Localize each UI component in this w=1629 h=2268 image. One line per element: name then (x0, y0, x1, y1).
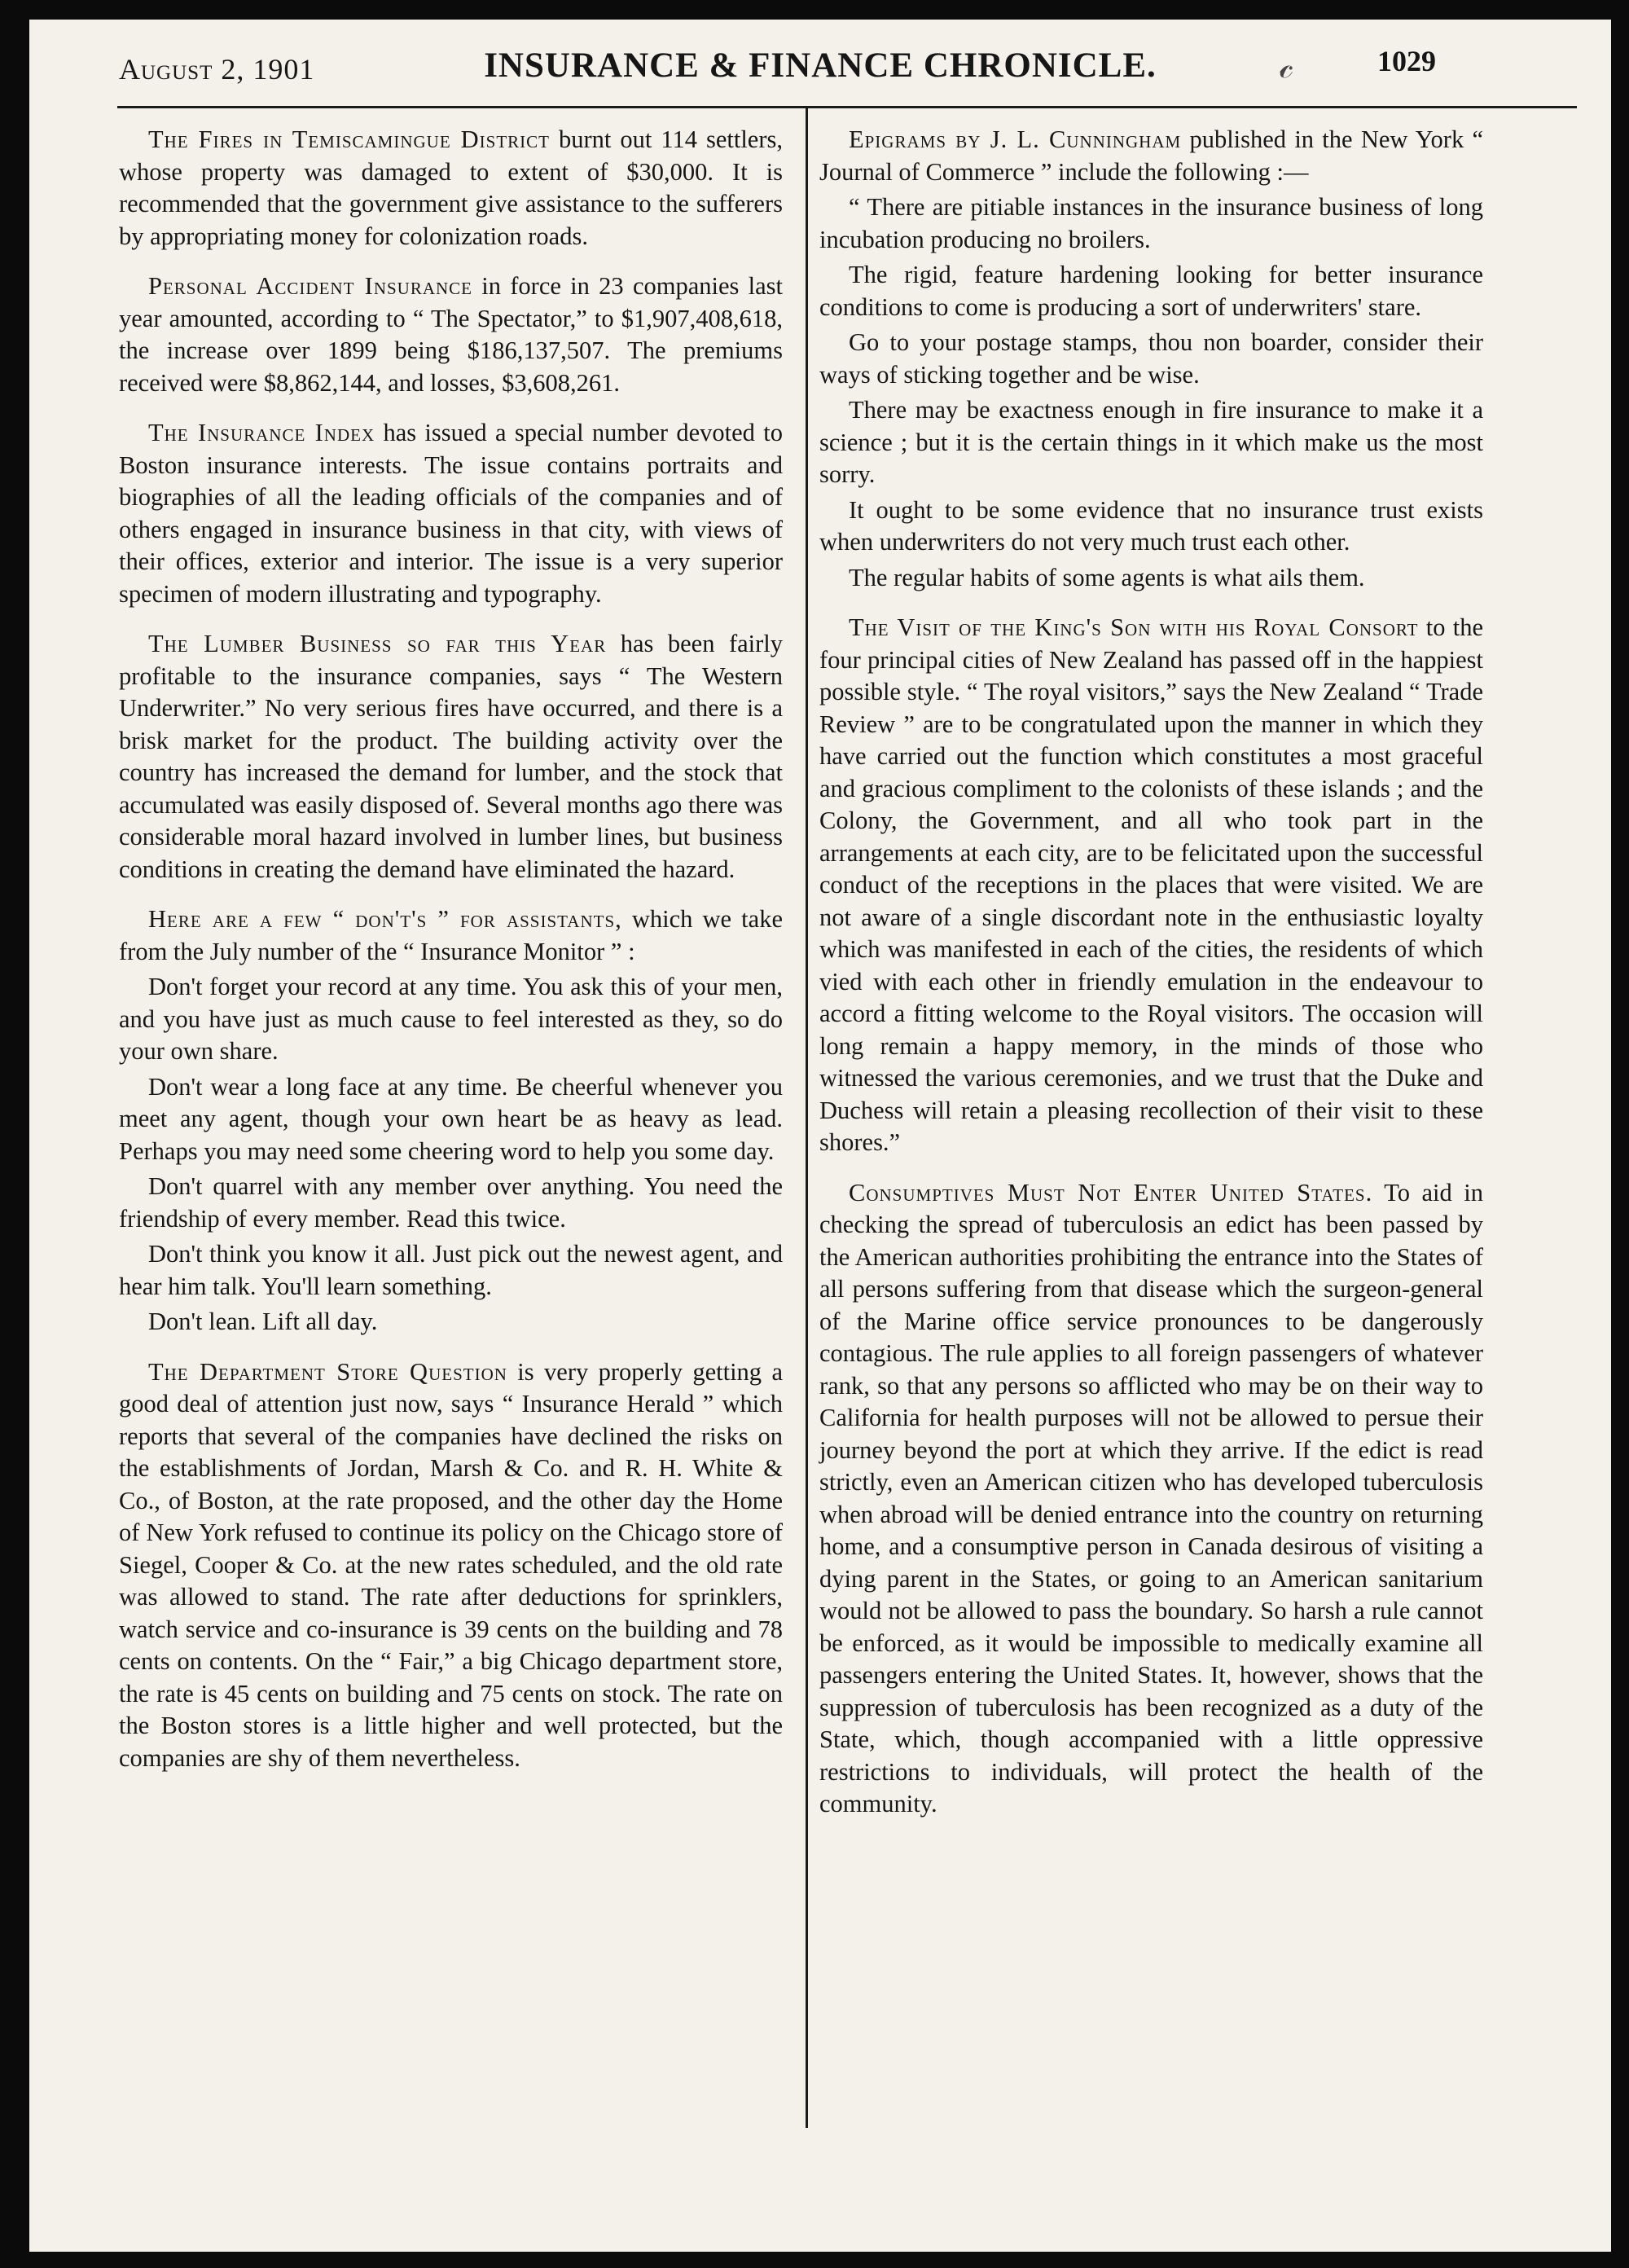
epigram-paragraph (819, 394, 1483, 491)
article-text: To aid in checking the spread of tuberculosis an edict has been passed by the American authorities prohibiting the entrance into the States of all persons suffering from that disease which the surgeon-general of the Marine office service pronounces to be dangerously contagious. The rule applies to all foreign passengers of whatever rank, so that any persons so afflicted who may be on their way to California for health purposes will not be allowed to persue their journey beyond the port at which they arrive. If the edict is read strictly, even an American citizen who has developed tuberculosis when abroad will be denied entrance into the country on returning home, and a consumptive person in Canada desirous of visiting a dying parent in the States, or going to an American sanitarium would not be allowed to pass the boundary. So harsh a rule cannot be enforced, as it would be impossible to medically examine all passengers entering the United States. It, however, shows that the suppression of tuberculosis has been recognized as a duty of the State, which, though accompanied with a little oppressive restrictions to individuals, will protect the health of the community. (819, 1178, 1484, 1817)
dont-paragraph (119, 1306, 783, 1338)
header-rule (117, 106, 1577, 108)
left-column (119, 124, 783, 1774)
article-text: Don't think you know it all. Just pick out the newest agent, and hear him talk. You'll learn something. (119, 1240, 783, 1300)
article-department-store (119, 1356, 783, 1775)
article-text: There may be exactness enough in fire insurance to make it a science ; but it is the certain things in it which make us the most sorry. (819, 396, 1483, 488)
epigram-paragraph (819, 259, 1483, 323)
article-text: which we take from the July number of the “ Insurance Monitor ” : (119, 905, 783, 965)
article-text: has issued a special number devoted to Boston insurance interests. The issue contains portraits and biographies of all the leading officials of the companies and of others engaged in insurance business in that city, with views of their offices, exterior and interior. The issue is a very superior specimen of modern illustrating and typography. (119, 419, 783, 608)
article-text: It ought to be some evidence that no insurance trust exists when underwriters do not very much trust each other. (819, 495, 1483, 556)
article-consumptives (819, 1177, 1483, 1821)
article-fires-temiscamingue (119, 124, 783, 253)
column-divider (806, 108, 808, 2128)
publication-title: INSURANCE & FINANCE CHRONICLE. (484, 46, 1157, 85)
article-insurance-index (119, 417, 783, 610)
article-donts-intro (119, 903, 783, 968)
article-text: The regular habits of some agents is what ails them. (849, 563, 1365, 591)
article-text: Don't forget your record at any time. You ask this of your men, and you have just as much cause to feel interested as they, so do your own share. (119, 973, 783, 1065)
article-text: “ There are pitiable instances in the insurance business of long incubation producing no broilers. (819, 193, 1483, 253)
article-lead: Consumptives Must Not Enter United States. (849, 1178, 1373, 1207)
article-lead: The Lumber Business so far this Year (148, 630, 607, 657)
article-text: Don't wear a long face at any time. Be cheerful whenever you meet any agent, though your own heart be as heavy as lead. Perhaps you may need some cheering word to help you some day. (119, 1072, 783, 1165)
issue-date: August 2, 1901 (119, 53, 315, 86)
article-lead: Personal Accident Insurance (148, 272, 473, 300)
article-lead: The Fires in Temiscamingue District (148, 125, 551, 153)
article-lead: The Insurance Index (148, 419, 375, 446)
article-lead: The Department Store Question (148, 1357, 507, 1386)
epigram-paragraph (819, 327, 1483, 391)
article-lumber-business (119, 628, 783, 886)
dont-paragraph (119, 1171, 783, 1235)
dont-paragraph (119, 1071, 783, 1168)
article-personal-accident (119, 270, 783, 399)
article-lead: Epigrams by J. L. Cunningham (849, 125, 1182, 153)
epigram-paragraph (819, 562, 1483, 595)
dont-paragraph (119, 971, 783, 1068)
epigram-paragraph (819, 191, 1483, 256)
article-epigrams (819, 124, 1483, 188)
epigram-paragraph (819, 494, 1483, 559)
article-text: burnt out 114 settlers, whose property was damaged to extent of $30,000. It is recommended that the government give assistance to the sufferers by appropriating money for colonization roads. (119, 125, 783, 250)
article-text: in force in 23 companies last year amounted, according to “ The Spectator,” to $1,907,408,618, the increase over 1899 being $186,137,507. The premiums received were $8,862,144, and losses, $3,608,261. (119, 272, 783, 397)
article-text: is very properly getting a good deal of attention just now, says “ Insurance Herald ” which reports that several of the companies have declined the risks on the establishments of Jordan, Marsh & Co. and R. H. White & Co., of Boston, at the rate proposed, and the other day the Home of New York refused to continue its policy on the Chicago store of Siegel, Cooper & Co. at the new rates scheduled, and the old rate was allowed to stand. The rate after deductions for sprinklers, watch service and co-insurance is 39 cents on the building and 78 cents on contents. On the “ Fair,” a big Chicago department store, the rate is 45 cents on building and 75 cents on stock. The rate on the Boston stores is a little higher and well protected, but the companies are shy of them nevertheless. (119, 1357, 783, 1772)
right-column (819, 124, 1483, 1821)
article-lead: The Visit of the King's Son with his Royal Consort (849, 613, 1419, 641)
article-text: Don't lean. Lift all day. (148, 1308, 378, 1335)
article-text: The rigid, feature hardening looking for better insurance conditions to come is producing a sort of underwriters' stare. (819, 261, 1483, 321)
article-royal-visit (819, 612, 1483, 1159)
dont-paragraph (119, 1238, 783, 1303)
article-text: has been fairly profitable to the insurance companies, says “ The Western Underwriter.” No very serious fires have occurred, and there is a brisk market for the product. The building activity over the country has increased the demand for lumber, and the stock that accumulated was easily disposed of. Several months ago there was considerable moral hazard involved in lumber lines, but business conditions in creating the demand have eliminated the hazard. (119, 630, 783, 883)
article-text: published in the New York “ Journal of Commerce ” include the following :— (819, 125, 1483, 186)
article-text: to the four principal cities of New Zealand has passed off in the happiest possible style. “ The royal visitors,” says the New Zealand “ Trade Review ” are to be congratulated upon the manner in which they have carried out the function which constitutes a most graceful and gracious compliment to the colonists of these islands ; and the Colony, the Government, and all who took part in the arrangements at each city, are to be felicitated upon the successful conduct of the receptions in the places that were visited. We are not aware of a single discordant note in the enthusiastic loyalty which was manifested in each of the cities, the residents of which vied with each other in friendly emulation in the endeavour to accord a fitting welcome to the Royal visitors. The occasion will long remain a happy memory, in the minds of those who witnessed the various ceremonies, and we trust that the Duke and Duchess will retain a pleasing recollection of their visit to these shores.” (819, 613, 1483, 1156)
article-text: Go to your postage stamps, thou non boarder, consider their ways of sticking together and be wise. (819, 328, 1483, 389)
pencil-mark-icon: 𝒸 (1280, 48, 1293, 86)
article-lead: Here are a few “ don't's ” for assistants, (148, 905, 622, 933)
page-number: 1029 (1377, 45, 1436, 77)
newspaper-page (29, 20, 1611, 2252)
page-header (29, 20, 1611, 109)
article-text: Don't quarrel with any member over anything. You need the friendship of every member. Read this twice. (119, 1172, 783, 1233)
